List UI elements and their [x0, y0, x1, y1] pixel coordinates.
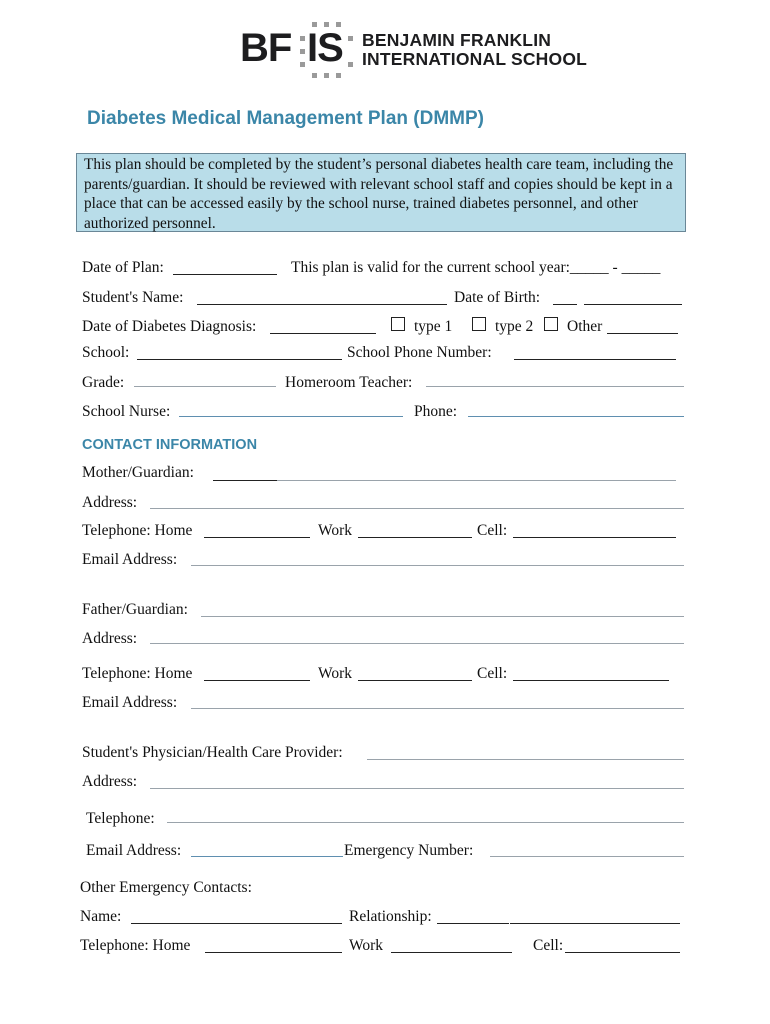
- emergency-name-field[interactable]: [131, 923, 342, 924]
- students-name-field[interactable]: [197, 304, 447, 305]
- relationship-field-a[interactable]: [437, 923, 509, 924]
- emergency-telephone-home-label: Telephone: Home: [80, 937, 191, 954]
- physician-telephone-field[interactable]: [167, 822, 684, 823]
- logo-is-mark: [300, 22, 348, 78]
- father-work-label: Work: [318, 665, 353, 682]
- father-cell-field[interactable]: [513, 680, 669, 681]
- mother-telephone-home-label: Telephone: Home: [82, 522, 193, 539]
- mother-address-field[interactable]: [150, 508, 684, 509]
- mother-guardian-field-a[interactable]: [213, 480, 277, 481]
- mother-email-field[interactable]: [191, 565, 684, 566]
- emergency-number-label: Emergency Number:: [344, 842, 474, 859]
- physician-email-field[interactable]: [191, 856, 343, 857]
- emergency-cell-label: Cell:: [533, 937, 564, 954]
- physician-telephone-label: Telephone:: [86, 810, 155, 827]
- type1-label: type 1: [414, 318, 453, 335]
- contact-heading: CONTACT INFORMATION: [82, 437, 258, 453]
- other-field[interactable]: [607, 333, 678, 334]
- father-guardian-label: Father/Guardian:: [82, 601, 188, 618]
- father-guardian-field[interactable]: [201, 616, 684, 617]
- mother-cell-field[interactable]: [513, 537, 676, 538]
- logo-dot: [348, 36, 353, 41]
- nurse-phone-field[interactable]: [468, 416, 684, 417]
- logo-dot: [300, 62, 305, 67]
- emergency-work-field[interactable]: [391, 952, 512, 953]
- type1-checkbox[interactable]: [391, 317, 405, 331]
- dob-field-b[interactable]: [584, 304, 682, 305]
- date-of-plan-field[interactable]: [173, 274, 277, 275]
- diagnosis-date-label: Date of Diabetes Diagnosis:: [82, 318, 257, 335]
- physician-field[interactable]: [367, 759, 684, 760]
- homeroom-teacher-field[interactable]: [426, 386, 684, 387]
- dob-field-a[interactable]: [553, 304, 577, 305]
- emergency-name-label: Name:: [80, 908, 122, 925]
- logo-dot: [300, 36, 305, 41]
- mother-telephone-home-field[interactable]: [204, 537, 310, 538]
- logo-dot: [348, 62, 353, 67]
- school-label: School:: [82, 344, 130, 361]
- school-phone-field[interactable]: [514, 359, 676, 360]
- father-telephone-home-label: Telephone: Home: [82, 665, 193, 682]
- logo-dot: [312, 73, 317, 78]
- mother-cell-label: Cell:: [477, 522, 508, 539]
- date-of-plan-label: Date of Plan:: [82, 259, 164, 276]
- grade-field[interactable]: [134, 386, 276, 387]
- mother-email-label: Email Address:: [82, 551, 178, 568]
- school-nurse-label: School Nurse:: [82, 403, 171, 420]
- relationship-field-b[interactable]: [510, 923, 680, 924]
- father-work-field[interactable]: [358, 680, 472, 681]
- mother-work-field[interactable]: [358, 537, 472, 538]
- homeroom-teacher-label: Homeroom Teacher:: [285, 374, 413, 391]
- school-field[interactable]: [137, 359, 342, 360]
- date-of-birth-label: Date of Birth:: [454, 289, 541, 306]
- logo-dot: [324, 73, 329, 78]
- mother-work-label: Work: [318, 522, 353, 539]
- physician-label: Student's Physician/Health Care Provider:: [82, 744, 343, 761]
- mother-guardian-field-b[interactable]: [277, 480, 676, 481]
- physician-address-label: Address:: [82, 773, 138, 790]
- physician-email-label: Email Address:: [86, 842, 182, 859]
- emergency-work-label: Work: [349, 937, 384, 954]
- physician-address-field[interactable]: [150, 788, 684, 789]
- school-name-line1: BENJAMIN FRANKLIN: [362, 30, 552, 50]
- father-address-field[interactable]: [150, 643, 684, 644]
- emergency-cell-field[interactable]: [565, 952, 680, 953]
- school-name-line2: INTERNATIONAL SCHOOL: [362, 49, 588, 69]
- school-nurse-field[interactable]: [179, 416, 403, 417]
- grade-label: Grade:: [82, 374, 125, 391]
- father-email-field[interactable]: [191, 708, 684, 709]
- nurse-phone-label: Phone:: [414, 403, 458, 420]
- mother-guardian-label: Mother/Guardian:: [82, 464, 194, 481]
- mother-address-label: Address:: [82, 494, 138, 511]
- valid-year-label: This plan is valid for the current school year:_____ - _____: [291, 259, 661, 276]
- father-cell-label: Cell:: [477, 665, 508, 682]
- other-checkbox[interactable]: [544, 317, 558, 331]
- emergency-number-field[interactable]: [490, 856, 684, 857]
- logo-dot: [300, 49, 305, 54]
- school-phone-label: School Phone Number:: [347, 344, 492, 361]
- father-email-label: Email Address:: [82, 694, 178, 711]
- logo-bf: BF: [240, 26, 292, 70]
- other-emergency-label: Other Emergency Contacts:: [80, 879, 252, 896]
- logo-dot: [336, 73, 341, 78]
- page-title: Diabetes Medical Management Plan (DMMP): [87, 108, 484, 129]
- father-telephone-home-field[interactable]: [204, 680, 310, 681]
- diagnosis-date-field[interactable]: [270, 333, 376, 334]
- students-name-label: Student's Name:: [82, 289, 184, 306]
- emergency-telephone-home-field[interactable]: [205, 952, 342, 953]
- father-address-label: Address:: [82, 630, 138, 647]
- intro-text: This plan should be completed by the student’s personal diabetes health care team, including the parents/guardian. It should be reviewed with relevant school staff and copies should be kept in a place that can be accessed easily by the school nurse, trained diabetes personnel, and other authorized personnel.: [84, 156, 674, 232]
- type2-label: type 2: [495, 318, 534, 335]
- type2-checkbox[interactable]: [472, 317, 486, 331]
- other-label: Other: [567, 318, 603, 335]
- relationship-label: Relationship:: [349, 908, 432, 925]
- intro-box: [76, 153, 686, 232]
- logo-is: IS: [307, 26, 343, 70]
